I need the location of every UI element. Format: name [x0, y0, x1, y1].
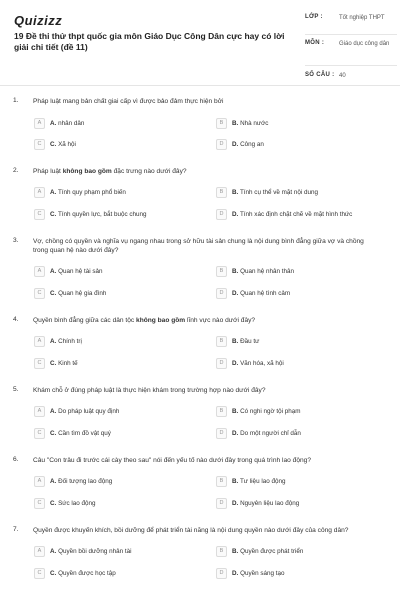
option-b[interactable]	[216, 546, 376, 560]
option-label: B.	[232, 338, 239, 345]
option-c[interactable]	[34, 568, 194, 582]
option-d[interactable]	[216, 428, 376, 442]
option-c[interactable]	[34, 209, 194, 223]
option-text: Quyền sáng tạo	[240, 570, 285, 577]
option-label: A.	[50, 548, 57, 555]
option-label: D.	[232, 570, 239, 577]
option-letter-badge: C	[34, 139, 45, 150]
option-letter-badge: B	[216, 546, 227, 557]
option-letter-badge: D	[216, 358, 227, 369]
question-5	[0, 386, 400, 446]
option-text: Xã hội	[58, 141, 76, 148]
question-number: 6.	[13, 456, 19, 463]
option-letter-badge: A	[34, 187, 45, 198]
option-letter-badge: B	[216, 266, 227, 277]
quizizz-logo[interactable]: Quizizz	[14, 13, 63, 28]
option-text: Kinh tế	[58, 360, 78, 367]
question-text: Khám chỗ ở đúng pháp luật là thực hiện khám trong trường hợp nào dưới đây?	[33, 387, 266, 394]
question-text: Pháp luật mang bản chất giai cấp vì được bảo đảm thực hiện bởi	[33, 98, 224, 105]
option-text: Chính trị	[58, 338, 82, 345]
option-label: D.	[232, 360, 239, 367]
option-label: A.	[50, 189, 57, 196]
option-text: Tư liệu lao động	[239, 478, 286, 485]
question-number: 5.	[13, 386, 19, 393]
option-a[interactable]	[34, 266, 194, 280]
option-c[interactable]	[34, 139, 194, 153]
option-c[interactable]	[34, 428, 194, 442]
option-a[interactable]	[34, 187, 194, 201]
option-text: nhân dân	[58, 120, 85, 127]
option-text: Sức lao động	[58, 500, 96, 507]
option-text: Đối tượng lao động	[58, 478, 113, 485]
option-a[interactable]	[34, 476, 194, 490]
option-letter-badge: C	[34, 209, 45, 220]
worksheet-title: 19 Đề thi thử thpt quốc gia môn Giáo Dục Công Dân cực hay có lời giải chi tiết (đề 11)	[14, 31, 285, 52]
option-c[interactable]	[34, 358, 194, 372]
option-letter-badge: A	[34, 118, 45, 129]
option-text: Tính xác định chặt chẽ về mặt hình thức	[239, 211, 353, 218]
option-label: D.	[232, 430, 239, 437]
meta-value: Giáo dục công dân	[339, 41, 390, 47]
option-text: Đầu tư	[240, 338, 260, 345]
question-text: Quyền bình đẳng giữa các dân tộc không bao gồm lĩnh vực nào dưới đây?	[33, 317, 256, 324]
option-text: Tính cụ thể về mặt nội dung	[239, 189, 319, 196]
option-a[interactable]	[34, 336, 194, 350]
option-b[interactable]	[216, 476, 376, 490]
question-text: Câu "Con trâu đi trước cái cày theo sau" nói đến yếu tố nào dưới đây trong quá trình lao động?	[33, 457, 312, 464]
option-label: B.	[232, 408, 239, 415]
option-label: C.	[50, 500, 57, 507]
option-d[interactable]	[216, 358, 376, 372]
meta-value: Tốt nghiệp THPT	[339, 15, 385, 21]
question-number: 4.	[13, 316, 19, 323]
option-text: Do một người chỉ dẫn	[240, 430, 301, 437]
option-letter-badge: C	[34, 288, 45, 299]
option-d[interactable]	[216, 288, 376, 302]
question-6	[0, 456, 400, 516]
worksheet-header	[0, 0, 400, 86]
question-text: Vợ, chồng có quyền và nghĩa vụ ngang nhau trong sở hữu tài sản chung là nội dung bình đẳng giữa vợ và chồng trong quan hệ nào dưới đây?	[33, 238, 364, 254]
option-label: C.	[50, 360, 57, 367]
option-label: D.	[232, 500, 239, 507]
option-letter-badge: D	[216, 288, 227, 299]
option-label: B.	[232, 548, 239, 555]
option-letter-badge: B	[216, 118, 227, 129]
option-text: Công an	[240, 141, 264, 148]
option-letter-badge: B	[216, 336, 227, 347]
option-letter-badge: C	[34, 358, 45, 369]
option-letter-badge: A	[34, 406, 45, 417]
option-label: A.	[50, 338, 57, 345]
option-a[interactable]	[34, 118, 194, 132]
option-text: Nhà nước	[240, 120, 269, 127]
option-label: B.	[232, 478, 239, 485]
option-letter-badge: C	[34, 428, 45, 439]
meta-subject	[305, 40, 397, 66]
question-3	[0, 237, 400, 307]
option-text: Tính quyền lực, bắt buộc chung	[57, 211, 147, 218]
meta-grade	[305, 14, 397, 35]
option-label: B.	[232, 189, 239, 196]
option-label: C.	[50, 290, 57, 297]
option-a[interactable]	[34, 546, 194, 560]
question-4	[0, 316, 400, 376]
option-label: C.	[50, 141, 57, 148]
option-d[interactable]	[216, 498, 376, 512]
option-label: A.	[50, 408, 57, 415]
option-letter-badge: A	[34, 476, 45, 487]
option-text: Cần tìm đồ vật quý	[58, 430, 111, 437]
option-letter-badge: A	[34, 336, 45, 347]
option-label: D.	[232, 290, 239, 297]
option-text: Nguyên liệu lao động	[240, 500, 300, 507]
option-letter-badge: C	[34, 498, 45, 509]
option-label: A.	[50, 120, 57, 127]
question-number: 3.	[13, 237, 19, 244]
option-text: Văn hóa, xã hội	[240, 360, 284, 367]
option-text: Quan hệ gia đình	[58, 290, 107, 297]
option-text: Quan hệ nhân thân	[240, 268, 294, 275]
option-letter-badge: B	[216, 406, 227, 417]
option-letter-badge: B	[216, 476, 227, 487]
meta-count	[305, 72, 397, 84]
option-label: D.	[232, 211, 239, 218]
option-d[interactable]	[216, 139, 376, 153]
option-text: Quyền bồi dưỡng nhân tài	[58, 548, 132, 555]
option-text: Quan hệ tình cảm	[240, 290, 291, 297]
option-text: Tính quy phạm phổ biến	[57, 189, 126, 196]
question-text: Pháp luật không bao gồm đặc trưng nào dưới đây?	[33, 168, 187, 175]
option-text: Do pháp luật quy định	[58, 408, 120, 415]
option-letter-badge: A	[34, 266, 45, 277]
option-letter-badge: C	[34, 568, 45, 579]
option-b[interactable]	[216, 266, 376, 280]
bottom-fade	[0, 592, 400, 600]
option-letter-badge: D	[216, 428, 227, 439]
question-number: 2.	[13, 167, 19, 174]
question-number: 1.	[13, 97, 19, 104]
option-letter-badge: A	[34, 546, 45, 557]
worksheet-meta	[305, 14, 397, 84]
option-d[interactable]	[216, 209, 376, 223]
option-letter-badge: D	[216, 498, 227, 509]
option-label: C.	[50, 211, 57, 218]
meta-value: 40	[339, 73, 346, 79]
option-label: B.	[232, 120, 239, 127]
option-b[interactable]	[216, 118, 376, 132]
question-2	[0, 167, 400, 227]
option-c[interactable]	[34, 498, 194, 512]
meta-key: MÔN :	[305, 40, 325, 46]
option-label: A.	[50, 478, 57, 485]
question-text: Quyền được khuyến khích, bồi dưỡng để phát triển tài năng là nội dung quyền nào dưới đây của công dân?	[33, 527, 349, 534]
option-label: D.	[232, 141, 239, 148]
question-number: 7.	[13, 526, 19, 533]
option-text: Có nghi ngờ tội phạm	[240, 408, 301, 415]
option-label: C.	[50, 430, 57, 437]
option-label: A.	[50, 268, 57, 275]
option-letter-badge: B	[216, 187, 227, 198]
option-b[interactable]	[216, 406, 376, 420]
option-text: Quyền được phát triển	[240, 548, 304, 555]
option-d[interactable]	[216, 568, 376, 582]
option-letter-badge: D	[216, 209, 227, 220]
option-text: Quan hệ tài sản	[58, 268, 103, 275]
option-letter-badge: D	[216, 568, 227, 579]
option-label: C.	[50, 570, 57, 577]
option-text: Quyền được học tập	[58, 570, 116, 577]
meta-key: SỐ CÂU :	[305, 72, 335, 78]
option-label: B.	[232, 268, 239, 275]
meta-key: LỚP :	[305, 14, 323, 20]
question-7	[0, 526, 400, 586]
option-b[interactable]	[216, 187, 376, 201]
option-b[interactable]	[216, 336, 376, 350]
option-letter-badge: D	[216, 139, 227, 150]
option-a[interactable]	[34, 406, 194, 420]
question-1	[0, 97, 400, 157]
option-c[interactable]	[34, 288, 194, 302]
